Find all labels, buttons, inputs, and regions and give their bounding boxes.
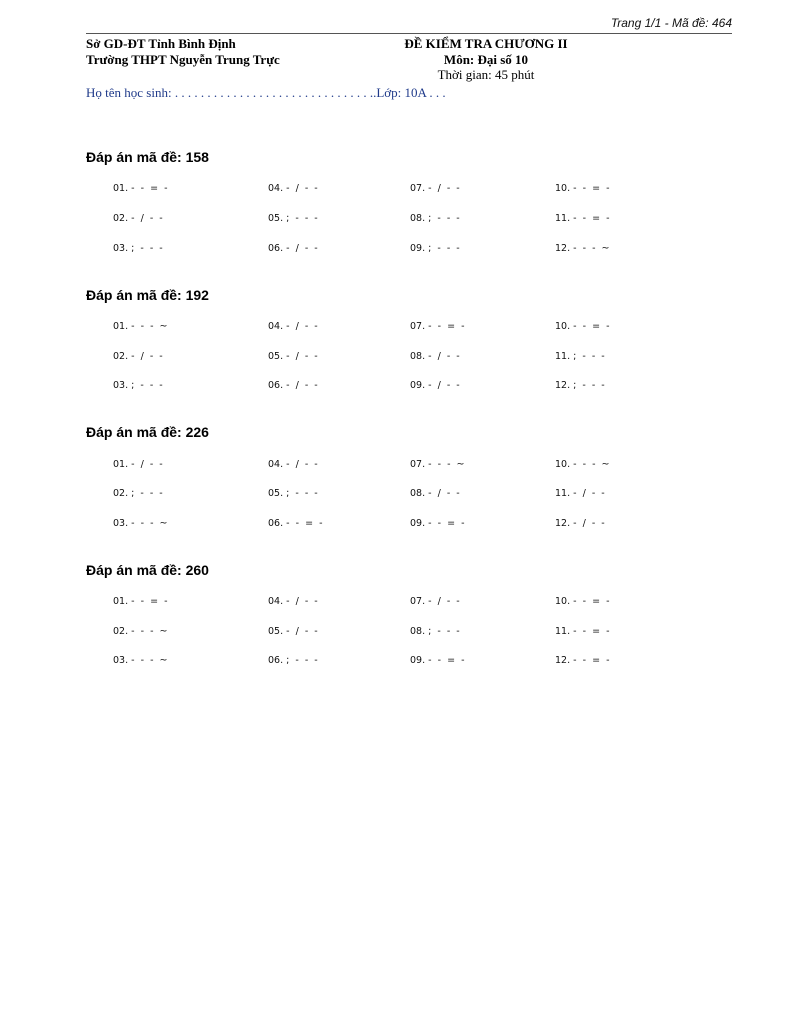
answer-item: 11. - - = - bbox=[555, 626, 610, 637]
answer-item: 01. - - = - bbox=[113, 183, 168, 194]
answer-item: 10. - - = - bbox=[555, 183, 610, 194]
school-name: Trường THPT Nguyễn Trung Trực bbox=[86, 51, 280, 67]
answer-item: 08. - / - - bbox=[410, 351, 460, 362]
answer-item: 02. - - - ~ bbox=[113, 626, 168, 637]
section-title: Đáp án mã đề: 226 bbox=[86, 424, 209, 440]
exam-subject: Môn: Đại số 10 bbox=[443, 51, 529, 67]
answer-item: 06. ; - - - bbox=[268, 655, 318, 666]
answer-item: 03. ; - - - bbox=[113, 380, 163, 391]
exam-info bbox=[366, 36, 606, 83]
answer-item: 04. - / - - bbox=[268, 321, 318, 332]
answer-item: 07. - - - ~ bbox=[410, 459, 465, 470]
answer-item: 09. - - = - bbox=[410, 518, 465, 529]
answer-item: 03. - - - ~ bbox=[113, 518, 168, 529]
answer-item: 02. - / - - bbox=[113, 213, 163, 224]
answer-item: 01. - - = - bbox=[113, 596, 168, 607]
answer-item: 03. ; - - - bbox=[113, 243, 163, 254]
answer-item: 05. - / - - bbox=[268, 626, 318, 637]
answer-item: 05. ; - - - bbox=[268, 213, 318, 224]
answer-item: 08. - / - - bbox=[410, 488, 460, 499]
section-title: Đáp án mã đề: 158 bbox=[86, 149, 209, 165]
answer-item: 09. - / - - bbox=[410, 380, 460, 391]
answer-item: 12. ; - - - bbox=[555, 380, 605, 391]
answer-item: 04. - / - - bbox=[268, 459, 318, 470]
answer-item: 05. - / - - bbox=[268, 351, 318, 362]
answer-item: 12. - - - ~ bbox=[555, 243, 610, 254]
section-title: Đáp án mã đề: 260 bbox=[86, 562, 209, 578]
answer-item: 09. ; - - - bbox=[410, 243, 460, 254]
answer-item: 10. - - = - bbox=[555, 596, 610, 607]
page-number: Trang 1/1 - Mã đề: 464 bbox=[610, 16, 732, 30]
exam-title: ĐỀ KIỂM TRA CHƯƠNG II bbox=[404, 36, 568, 51]
answer-item: 10. - - - ~ bbox=[555, 459, 610, 470]
answer-item: 12. - - = - bbox=[555, 655, 610, 666]
answer-item: 01. - - - ~ bbox=[113, 321, 168, 332]
answer-item: 10. - - = - bbox=[555, 321, 610, 332]
answer-item: 11. - / - - bbox=[555, 488, 605, 499]
answer-item: 04. - / - - bbox=[268, 183, 318, 194]
answer-item: 06. - - = - bbox=[268, 518, 323, 529]
answer-item: 06. - / - - bbox=[268, 380, 318, 391]
student-name-line: Họ tên học sinh: . . . . . . . . . . . . . . . . . . . . . . . . . . . . . . ..Lớp: 10A . . . bbox=[86, 85, 446, 100]
answer-item: 02. ; - - - bbox=[113, 488, 163, 499]
answer-item: 07. - / - - bbox=[410, 596, 460, 607]
page-header bbox=[86, 16, 732, 34]
answer-item: 11. ; - - - bbox=[555, 351, 605, 362]
department-name: Sở GD-ĐT Tỉnh Bình Định bbox=[86, 36, 236, 51]
answer-item: 01. - / - - bbox=[113, 459, 163, 470]
answer-item: 08. ; - - - bbox=[410, 213, 460, 224]
answer-item: 04. - / - - bbox=[268, 596, 318, 607]
exam-duration: Thời gian: 45 phút bbox=[437, 67, 535, 82]
answer-item: 08. ; - - - bbox=[410, 626, 460, 637]
answer-item: 03. - - - ~ bbox=[113, 655, 168, 666]
answer-item: 12. - / - - bbox=[555, 518, 605, 529]
answer-item: 06. - / - - bbox=[268, 243, 318, 254]
answer-item: 07. - / - - bbox=[410, 183, 460, 194]
section-title: Đáp án mã đề: 192 bbox=[86, 287, 209, 303]
answer-item: 11. - - = - bbox=[555, 213, 610, 224]
school-info bbox=[86, 36, 280, 67]
answer-item: 02. - / - - bbox=[113, 351, 163, 362]
answer-item: 05. ; - - - bbox=[268, 488, 318, 499]
answer-item: 09. - - = - bbox=[410, 655, 465, 666]
answer-item: 07. - - = - bbox=[410, 321, 465, 332]
